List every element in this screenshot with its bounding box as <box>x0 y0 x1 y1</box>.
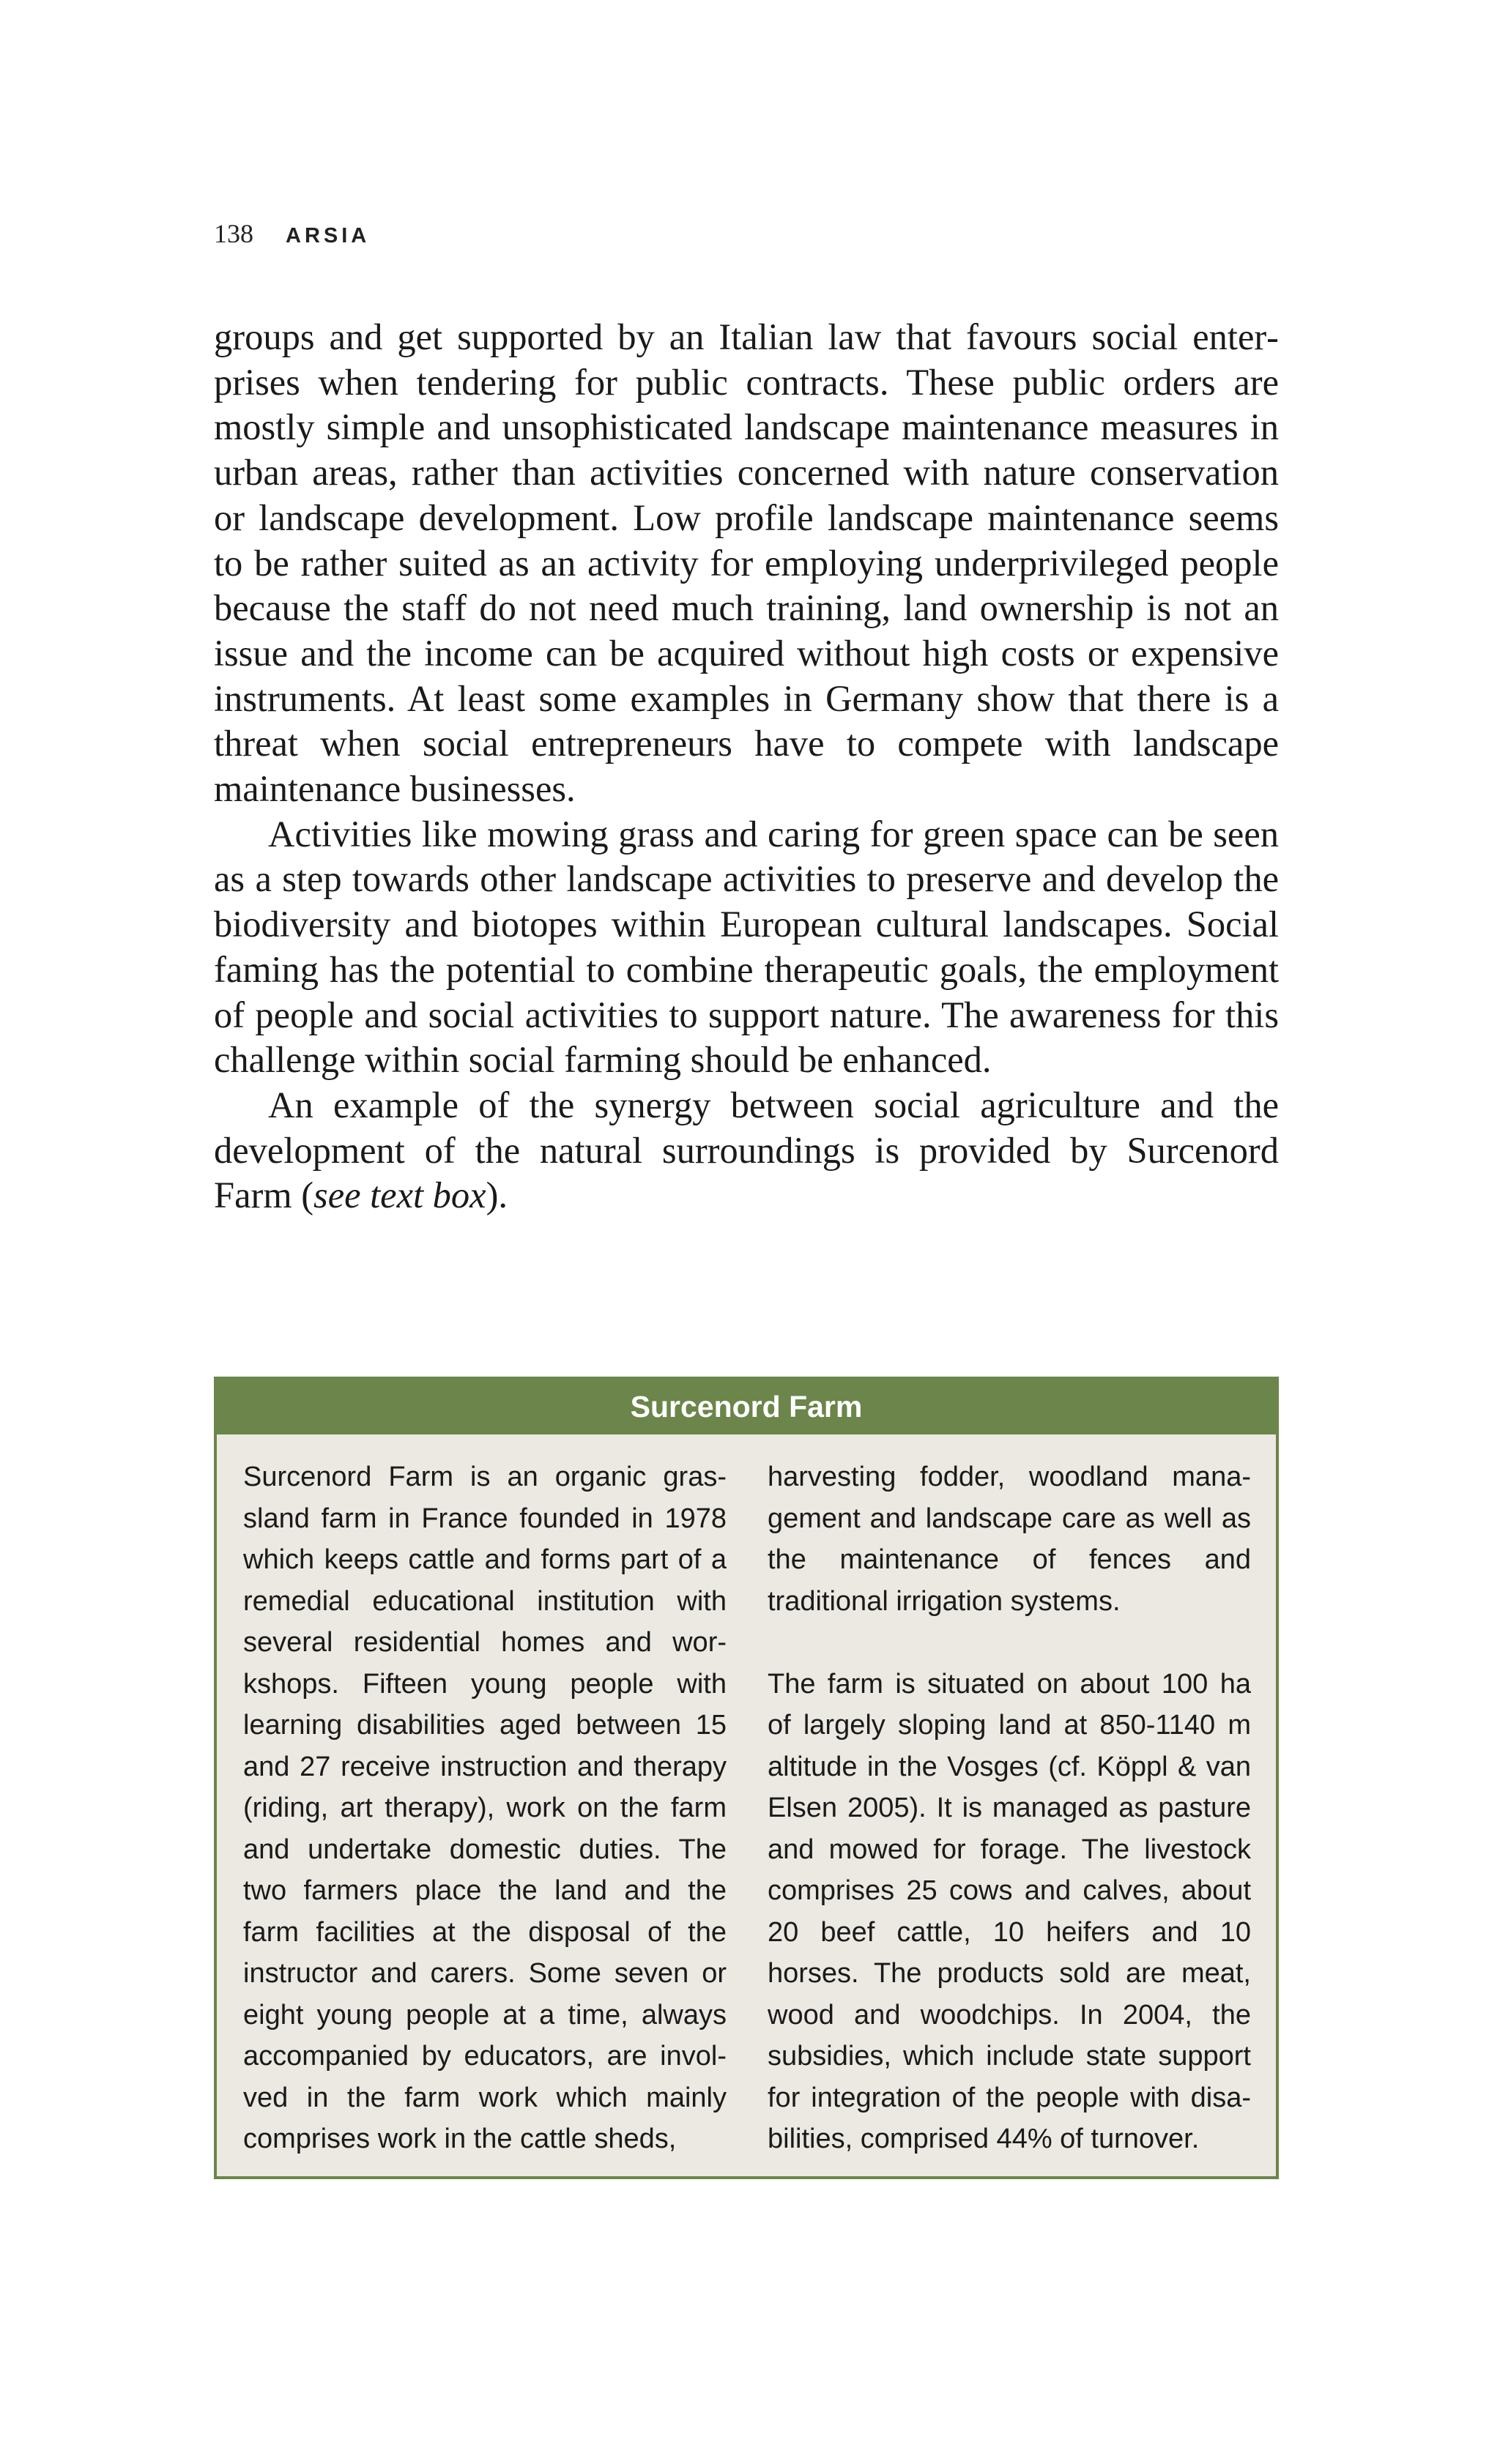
reference-text-before: An example of the synergy between social agriculture and the development of the natural surroundings is provided by Surcenord Farm ( <box>214 1084 1279 1216</box>
running-head <box>214 218 370 262</box>
text-box-title: Surcenord Farm <box>217 1380 1276 1434</box>
reference-text-after: ). <box>486 1175 508 1216</box>
body-paragraph: groups and get supported by an Italian law that favours social enterprises when tendering for public contracts. These public orders are mostly simple and unsophisticated landscape maintenance measures in urban areas, rather than activities concerned with nature conservation or landscape development. Low profile landscape maintenance seems to be rather suited as an activity for employing underprivileged people because the staff do not need much training, land ownership is not an issue and the income can be acquired without high costs or expensive instruments. At least some examples in Germany show that there is a threat when social entrepreneurs have to compete with landscape maintenance businesses. <box>214 316 1279 810</box>
body-paragraph: Activities like mowing grass and caring for green space can be seen as a step towards other landscape activities to preserve and develop the biodiversity and biotopes within European cultural landscapes. Social faming has the potential to combine therapeutic goals, the employment of people and social activities to support nature. The awareness for this challenge within social farming should be enhanced. <box>214 813 1279 1081</box>
page-number: 138 <box>214 219 253 248</box>
text-box-body <box>217 1434 1276 2160</box>
text-box-paragraph: Surcenord Farm is an organic grassland farm in France founded in 1978 which keeps cattle and forms part of a remedial educational institution with several residential homes and workshops. Fifteen young people with learning disabilities aged between 15 and 27 receive instruction and therapy (riding, art therapy), work on the farm and undertake domestic duties. The two farmers place the land and the farm facilities at the disposal of the instructor and carers. Some seven or eight young people at a time, always accompanied by educators, are involved in the farm work which mainly comprises work in the cattle sheds, <box>243 1462 727 2154</box>
text-box-paragraph: The farm is situated on about 100 ha of largely sloping land at 850-1140 m altitude in the Vosges (cf. Köppl & van Elsen 2005). It is managed as pasture and mowed for forage. The livestock comprises 25 cows and calves, about 20 beef cattle, 10 heifers and 10 horses. The products sold are meat, wood and woodchips. In 2004, the subsidies, which include state support for integration of the people with disabilities, comprised 44% of turnover. <box>768 1668 1251 2154</box>
text-box-paragraph: harvesting fodder, woodland management and landscape care as well as the maintenance of fences and traditional irrigation systems. <box>768 1462 1251 1617</box>
case-study-text-box <box>214 1377 1279 2179</box>
text-box-reference: see text box <box>313 1175 486 1216</box>
journal-name: ARSIA <box>286 224 371 247</box>
body-paragraph-text-box-reference <box>214 1083 1279 1218</box>
text-box-left-column <box>243 1456 727 2160</box>
body-text <box>214 315 1279 1218</box>
text-box-right-column <box>768 1456 1251 2160</box>
